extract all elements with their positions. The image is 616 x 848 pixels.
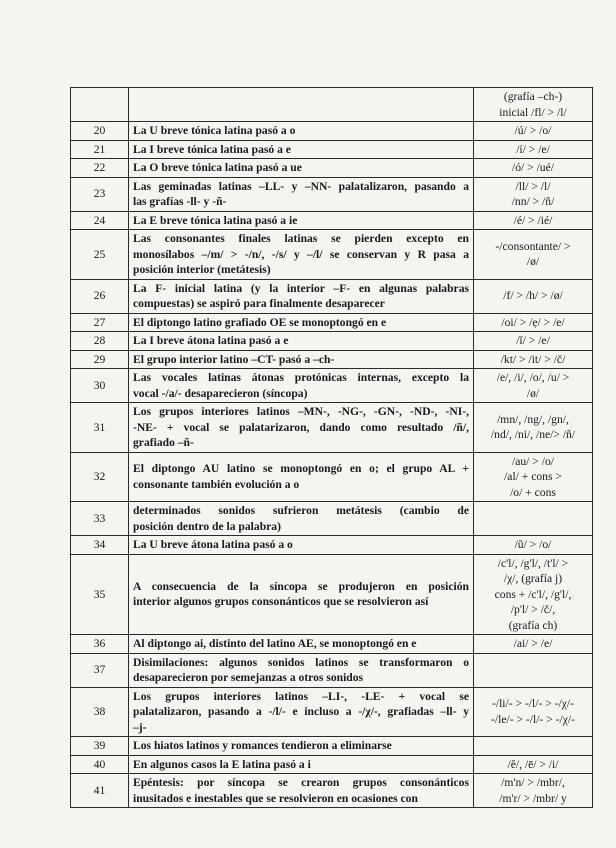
transcription-line: /o/ + cons [510, 485, 556, 499]
table-body [71, 88, 593, 808]
transcription-line: /ll/ > /l/ [515, 179, 551, 193]
transcription-line: -/consontante/ > [495, 239, 571, 253]
transcription-line: /au/ > /o/ [512, 454, 554, 468]
transcription-line: /nn/ > /ñ/ [511, 195, 555, 208]
description-line: El diptongo latino grafiado OE se monoptongó en e [133, 315, 387, 329]
description-cell [129, 536, 474, 555]
transcription-line: /p'l/ > /č/, [510, 603, 556, 616]
table-row [71, 653, 593, 687]
description-cell [129, 635, 474, 654]
transcription-cell [474, 737, 593, 756]
description-line: las grafías -ll- y -ñ- [133, 195, 227, 208]
description-line: En algunos casos la E latina pasó a i [133, 757, 311, 771]
row-number: 31 [71, 403, 129, 453]
transcription-cell [474, 653, 593, 687]
description-cell [129, 452, 474, 502]
description-line: La U breve átona latina pasó a o [133, 538, 293, 551]
transcription-line: /oi/ > /ẹ/ > /e/ [501, 315, 565, 329]
description-cell [129, 755, 474, 774]
table-row [71, 369, 593, 403]
description-line: –j- [133, 720, 147, 734]
transcription-cell [474, 230, 593, 280]
row-number: 27 [71, 313, 129, 332]
transcription-line: /ø/ [526, 386, 540, 400]
transcription-line: -/li/- > -/l/- > -/χ/- [492, 697, 574, 711]
table-row [71, 452, 593, 502]
description-line: Las consonantes finales latinas se pierden excepto en [133, 232, 469, 245]
description-line: El grupo interior latino –CT- pasó a –ch- [133, 352, 335, 366]
description-line: posición dentro de la palabra) [133, 519, 281, 533]
description-line: Disimilaciones: algunos sonidos latinos se transformaron o [133, 655, 469, 669]
description-line: El diptongo AU latino se monoptongó en o; el grupo AL + [133, 462, 469, 476]
description-line: -NE- + vocal se palatarizaron, dando como resultado /ñ/, [133, 420, 469, 434]
description-cell [129, 279, 474, 313]
transcription-line: /e/, /i/, /o/, /u/ > [496, 371, 570, 384]
description-cell [129, 653, 474, 687]
table-row-header-continuation [71, 88, 593, 122]
row-number: 30 [71, 369, 129, 403]
transcription-cell [474, 211, 593, 230]
transcription-line: -/le/- > -/l/- > -/χ/- [491, 712, 575, 726]
description-cell [129, 687, 474, 737]
table-row [71, 350, 593, 369]
row-number: 21 [71, 140, 129, 159]
table-row [71, 502, 593, 536]
description-cell [129, 313, 474, 332]
transcription-line: /mn/, /ng/, /gn/, [497, 412, 569, 426]
description-cell [129, 774, 474, 808]
description-line: determinados sonidos sufrieron metátesis (cambio de [133, 504, 469, 517]
transcription-line: (grafía ch) [508, 618, 558, 632]
description-line: vocal -/a/- desaparecieron (síncopa) [133, 386, 308, 400]
table-row [71, 536, 593, 555]
table-row [71, 774, 593, 808]
transcription-cell [474, 452, 593, 502]
transcription-cell [474, 350, 593, 369]
table-row [71, 159, 593, 178]
description-line: Al diptongo ai, distinto del latino AE, se monoptongó en e [133, 637, 417, 650]
row-number: 36 [71, 635, 129, 654]
transcription-line: /í/ > /e/ [516, 142, 550, 156]
table-row [71, 230, 593, 280]
description-cell [129, 230, 474, 280]
row-number: 28 [71, 332, 129, 351]
transcription-line: cons + /c'l/, /g'l/, [494, 587, 572, 601]
table-row [71, 635, 593, 654]
transcription-cell [474, 279, 593, 313]
description-cell [129, 369, 474, 403]
transcription-line: /é/ > /ié/ [513, 213, 553, 227]
transcription-line: /m'n/ > /mbr/, [501, 776, 565, 789]
transcription-line: /m'r/ > /mbr/ y [499, 791, 567, 805]
row-number: 22 [71, 159, 129, 178]
description-line: Los hiatos latinos y romances tendieron a eliminarse [133, 739, 392, 752]
table-row [71, 687, 593, 737]
description-line: monosílabos –/m/ > -/n/, -/s/ y –/l/ se conservan y R pasa a [133, 247, 469, 261]
transcription-line: /ø/ [526, 255, 540, 269]
description-cell [129, 350, 474, 369]
table-row [71, 755, 593, 774]
transcription-cell [474, 332, 593, 351]
transcription-cell [474, 536, 593, 555]
transcription-cell [474, 159, 593, 178]
description-line: La F- inicial latina (y la interior –F- en algunas palabras [133, 281, 469, 295]
row-number: 29 [71, 350, 129, 369]
table-row [71, 554, 593, 635]
transcription-cell [474, 122, 593, 141]
row-number: 25 [71, 230, 129, 280]
transcription-line: /ĕ/, /ē/ > /i/ [507, 757, 559, 771]
row-number: 40 [71, 755, 129, 774]
transcription-cell [474, 502, 593, 536]
description-line: interior algunos grupos consonánticos que se resolvieron así [133, 595, 429, 609]
transcription-line: (grafía –ch-) [503, 90, 563, 103]
transcription-line: /ai/ > /e/ [513, 637, 553, 650]
table-row [71, 332, 593, 351]
row-number: 24 [71, 211, 129, 230]
table-row [71, 177, 593, 211]
table-row [71, 140, 593, 159]
description-line: consonante también evolución a o [133, 477, 300, 491]
description-cell [129, 502, 474, 536]
row-number: 35 [71, 554, 129, 635]
description-line: grafiado –ñ- [133, 436, 194, 449]
table-row [71, 279, 593, 313]
description-line: Epéntesis: por síncopa se crearon grupos consonánticos [133, 776, 469, 789]
row-number: 32 [71, 452, 129, 502]
row-number: 39 [71, 737, 129, 756]
description-cell [129, 140, 474, 159]
description-line: compuestas) se aspiró para finalmente desaparecer [133, 297, 385, 310]
row-number: 20 [71, 122, 129, 141]
description-cell [129, 122, 474, 141]
description-cell [129, 88, 474, 122]
row-number: 37 [71, 653, 129, 687]
transcription-line: inicial /fl/ > /l/ [499, 105, 567, 119]
description-cell [129, 211, 474, 230]
transcription-line: /ó/ > /ué/ [512, 161, 554, 174]
description-line: Los grupos interiores latinos –LI-, -LE- + vocal se [133, 689, 469, 703]
description-cell [129, 403, 474, 453]
row-number: 34 [71, 536, 129, 555]
description-line: Los grupos interiores latinos –MN-, -NG-, -GN-, -ND-, -NI-, [133, 405, 469, 418]
transcription-cell [474, 774, 593, 808]
description-line: A consecuencia de la síncopa se produjeron en posición [133, 579, 469, 593]
transcription-line: /f/ > /h/ > /ø/ [503, 289, 563, 303]
description-line: Las geminadas latinas –LL- y –NN- palatalizaron, pasando a [133, 179, 469, 193]
description-line: La I breve tónica latina pasó a e [133, 142, 291, 156]
transcription-cell [474, 554, 593, 635]
transcription-cell [474, 755, 593, 774]
transcription-line: /ŭ/ > /o/ [514, 538, 552, 551]
transcription-cell [474, 313, 593, 332]
transcription-line: /al/ + cons > [504, 470, 562, 483]
row-number: 23 [71, 177, 129, 211]
table-row [71, 737, 593, 756]
table-row [71, 313, 593, 332]
row-number: 41 [71, 774, 129, 808]
description-line: posición interior (metátesis) [133, 263, 271, 276]
transcription-cell [474, 140, 593, 159]
row-number: 33 [71, 502, 129, 536]
description-line: desaparecieron por semejanzas a otros sonidos [133, 671, 364, 684]
description-cell [129, 159, 474, 178]
transcription-cell [474, 88, 593, 122]
transcription-cell [474, 369, 593, 403]
description-cell [129, 554, 474, 635]
row-number: 38 [71, 687, 129, 737]
transcription-line: /kt/ > /it/ > /č/ [500, 352, 566, 366]
row-number: 26 [71, 279, 129, 313]
description-line: palatalizaron, pasando a -/l/- e incluso a -/χ/-, grafiadas –ll- y [133, 705, 469, 718]
transcription-line: /ú/ > /o/ [514, 124, 552, 137]
description-line: inusitados e inestables que se resolvieron en ocasiones con [133, 791, 418, 805]
transcription-cell [474, 635, 593, 654]
transcription-line: /nd/, /ni/, /ne/> /ñ/ [490, 428, 576, 442]
description-cell [129, 332, 474, 351]
transcription-cell [474, 177, 593, 211]
description-line: La O breve tónica latina pasó a ue [133, 161, 302, 174]
description-cell [129, 737, 474, 756]
description-line: La E breve tónica latina pasó a ie [133, 213, 298, 227]
description-line: La I breve átona latina pasó a e [133, 334, 289, 347]
number-cell [71, 88, 129, 122]
transcription-line: /χ/, (grafía j) [503, 572, 563, 585]
transcription-cell [474, 403, 593, 453]
table-row [71, 403, 593, 453]
transcription-line: /c'l/, /g'l/, /t'l/ > [497, 556, 569, 570]
transcription-cell [474, 687, 593, 737]
transcription-line: /ĭ/ > /e/ [516, 334, 550, 347]
table-row [71, 122, 593, 141]
phonetic-changes-table [70, 87, 593, 808]
table-row [71, 211, 593, 230]
description-line: Las vocales latinas átonas protónicas internas, excepto la [133, 371, 469, 384]
description-line: La U breve tónica latina pasó a o [133, 124, 296, 137]
description-cell [129, 177, 474, 211]
